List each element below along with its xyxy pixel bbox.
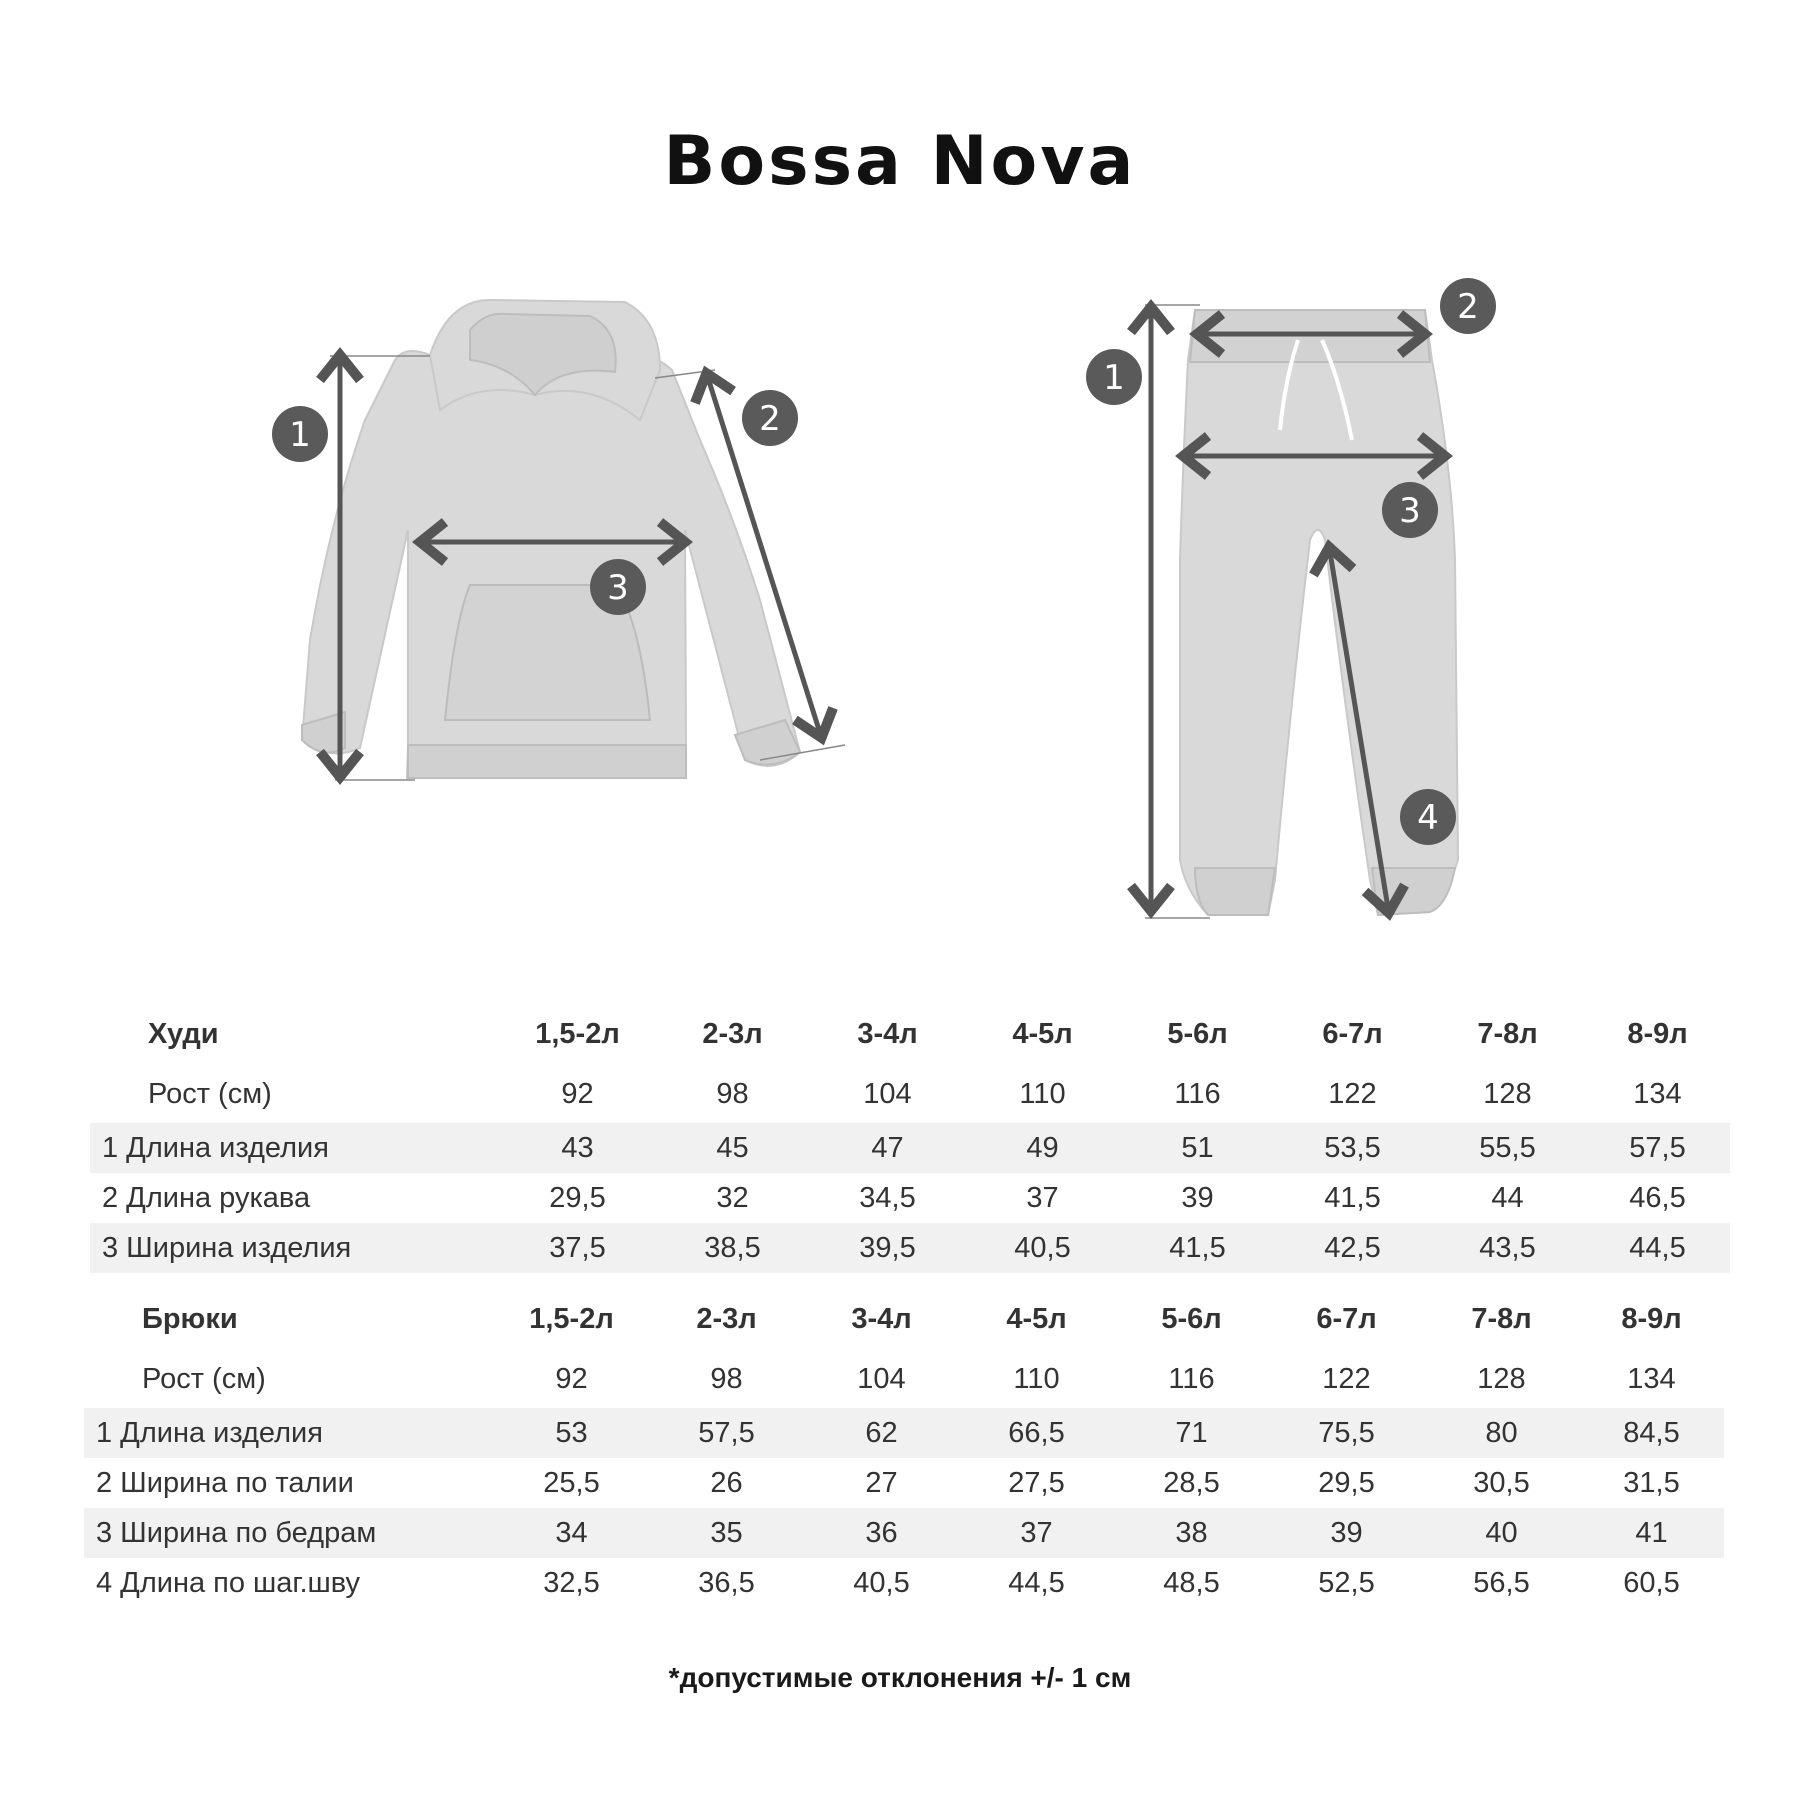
hoodie-marker-2 (742, 390, 798, 446)
size-col-header: 2-3л (702, 1017, 763, 1050)
table-cell: 57,5 (1585, 1123, 1730, 1173)
table-cell: 92 (561, 1077, 594, 1110)
hoodie-marker-3 (590, 559, 646, 615)
table-cell: 92 (555, 1362, 588, 1395)
pants-size-table (84, 1288, 1724, 1608)
table-cell: 122 (1322, 1362, 1371, 1395)
table-cell: 39 (1269, 1508, 1424, 1558)
table-cell: 116 (1168, 1362, 1215, 1395)
tolerance-note: *допустимые отклонения +/- 1 см (668, 1662, 1132, 1693)
table-cell: 44,5 (1585, 1223, 1730, 1273)
table-cell: 39,5 (810, 1223, 965, 1273)
table-cell: 39 (1181, 1181, 1214, 1214)
pants-marker-4 (1400, 789, 1456, 845)
table-cell: 42,5 (1275, 1223, 1430, 1273)
size-col-header: 7-8л (1477, 1017, 1538, 1050)
pants-illustration (1080, 270, 1520, 930)
pants-table-title: Брюки (142, 1302, 238, 1335)
table-cell: 128 (1477, 1362, 1526, 1395)
table-cell: 38 (1114, 1508, 1269, 1558)
table-cell: 104 (863, 1077, 912, 1110)
table-cell: 66,5 (959, 1408, 1114, 1458)
table-cell: 31,5 (1623, 1466, 1680, 1499)
size-col-header: 8-9л (1627, 1017, 1688, 1050)
pants-height-row (84, 1350, 1724, 1408)
table-cell: 29,5 (549, 1181, 606, 1214)
table-row (84, 1408, 1724, 1458)
table-cell: 36 (804, 1508, 959, 1558)
table-row (84, 1458, 1724, 1508)
table-cell: 53 (494, 1408, 649, 1458)
table-cell: 104 (857, 1362, 906, 1395)
size-col-header: 6-7л (1322, 1017, 1383, 1050)
table-cell: 51 (1120, 1123, 1275, 1173)
hoodie-header-row (90, 1003, 1730, 1065)
table-cell: 41 (1579, 1508, 1724, 1558)
table-cell: 35 (649, 1508, 804, 1558)
table-cell: 75,5 (1269, 1408, 1424, 1458)
size-col-header: 3-4л (857, 1017, 918, 1050)
table-cell: 49 (965, 1123, 1120, 1173)
table-cell: 43 (500, 1123, 655, 1173)
svg-text:2: 2 (759, 399, 781, 439)
table-cell: 41,5 (1324, 1181, 1381, 1214)
pants-marker-2 (1440, 278, 1496, 334)
table-cell: 37 (1026, 1181, 1059, 1214)
table-cell: 110 (1019, 1077, 1066, 1110)
table-cell: 44 (1491, 1181, 1524, 1214)
table-row (84, 1508, 1724, 1558)
table-cell: 122 (1328, 1077, 1377, 1110)
table-cell: 41,5 (1120, 1223, 1275, 1273)
table-cell: 44,5 (1008, 1566, 1065, 1599)
table-cell: 62 (804, 1408, 959, 1458)
table-cell: 84,5 (1579, 1408, 1724, 1458)
size-col-header: 4-5л (1012, 1017, 1073, 1050)
row-label: Рост (см) (148, 1077, 272, 1110)
svg-text:2: 2 (1457, 287, 1479, 327)
table-cell: 28,5 (1163, 1466, 1220, 1499)
size-col-header: 5-6л (1167, 1017, 1228, 1050)
table-cell: 71 (1114, 1408, 1269, 1458)
size-col-header: 6-7л (1316, 1302, 1377, 1335)
hoodie-height-row (90, 1065, 1730, 1123)
table-cell: 34,5 (859, 1181, 916, 1214)
row-label: 3 Ширина по бедрам (84, 1508, 494, 1558)
table-cell: 40 (1424, 1508, 1579, 1558)
table-cell: 36,5 (698, 1566, 755, 1599)
size-col-header: 2-3л (696, 1302, 757, 1335)
size-col-header: 1,5-2л (529, 1302, 614, 1335)
svg-text:4: 4 (1417, 798, 1439, 838)
table-row (90, 1173, 1730, 1223)
size-col-header: 3-4л (851, 1302, 912, 1335)
table-cell: 134 (1633, 1077, 1682, 1110)
table-cell: 45 (655, 1123, 810, 1173)
table-cell: 27 (865, 1466, 898, 1499)
size-col-header: 7-8л (1471, 1302, 1532, 1335)
table-cell: 57,5 (649, 1408, 804, 1458)
svg-text:3: 3 (1399, 491, 1421, 531)
pants-marker-1 (1086, 349, 1142, 405)
svg-text:1: 1 (1103, 358, 1125, 398)
table-row (84, 1558, 1724, 1608)
svg-text:1: 1 (289, 415, 311, 455)
size-col-header: 5-6л (1161, 1302, 1222, 1335)
table-cell: 25,5 (543, 1466, 600, 1499)
table-cell: 26 (710, 1466, 743, 1499)
size-col-header: 4-5л (1006, 1302, 1067, 1335)
size-col-header: 8-9л (1621, 1302, 1682, 1335)
table-cell: 43,5 (1430, 1223, 1585, 1273)
table-cell: 116 (1174, 1077, 1221, 1110)
table-cell: 47 (810, 1123, 965, 1173)
row-label: 4 Длина по шаг.шву (96, 1566, 361, 1599)
table-cell: 56,5 (1473, 1566, 1530, 1599)
hoodie-marker-1 (272, 406, 328, 462)
table-cell: 27,5 (1008, 1466, 1065, 1499)
row-label: 1 Длина изделия (90, 1123, 500, 1173)
table-cell: 134 (1627, 1362, 1676, 1395)
table-cell: 80 (1424, 1408, 1579, 1458)
table-cell: 60,5 (1623, 1566, 1680, 1599)
hoodie-size-table (90, 1003, 1730, 1273)
table-cell: 48,5 (1163, 1566, 1220, 1599)
table-cell: 29,5 (1318, 1466, 1375, 1499)
table-cell: 32,5 (543, 1566, 600, 1599)
table-cell: 32 (716, 1181, 749, 1214)
table-cell: 46,5 (1629, 1181, 1686, 1214)
svg-text:3: 3 (607, 568, 629, 608)
table-cell: 98 (716, 1077, 749, 1110)
table-cell: 53,5 (1275, 1123, 1430, 1173)
table-row (90, 1123, 1730, 1173)
row-label: 2 Ширина по талии (96, 1466, 354, 1499)
row-label: Рост (см) (142, 1362, 266, 1395)
table-row (90, 1223, 1730, 1273)
table-cell: 98 (710, 1362, 743, 1395)
row-label: 3 Ширина изделия (90, 1223, 500, 1273)
table-cell: 40,5 (965, 1223, 1120, 1273)
table-cell: 38,5 (655, 1223, 810, 1273)
brand-title: Bossa Nova (663, 122, 1137, 201)
row-label: 1 Длина изделия (84, 1408, 494, 1458)
table-cell: 52,5 (1318, 1566, 1375, 1599)
table-cell: 110 (1013, 1362, 1060, 1395)
hoodie-table-title: Худи (148, 1017, 219, 1050)
table-cell: 30,5 (1473, 1466, 1530, 1499)
table-cell: 37 (959, 1508, 1114, 1558)
hoodie-illustration (270, 290, 870, 810)
table-cell: 55,5 (1430, 1123, 1585, 1173)
table-cell: 37,5 (500, 1223, 655, 1273)
table-cell: 34 (494, 1508, 649, 1558)
table-cell: 40,5 (853, 1566, 910, 1599)
size-col-header: 1,5-2л (535, 1017, 620, 1050)
pants-marker-3 (1382, 482, 1438, 538)
table-cell: 128 (1483, 1077, 1532, 1110)
hoodie-shape (302, 300, 800, 778)
pants-header-row (84, 1288, 1724, 1350)
row-label: 2 Длина рукава (102, 1181, 311, 1214)
